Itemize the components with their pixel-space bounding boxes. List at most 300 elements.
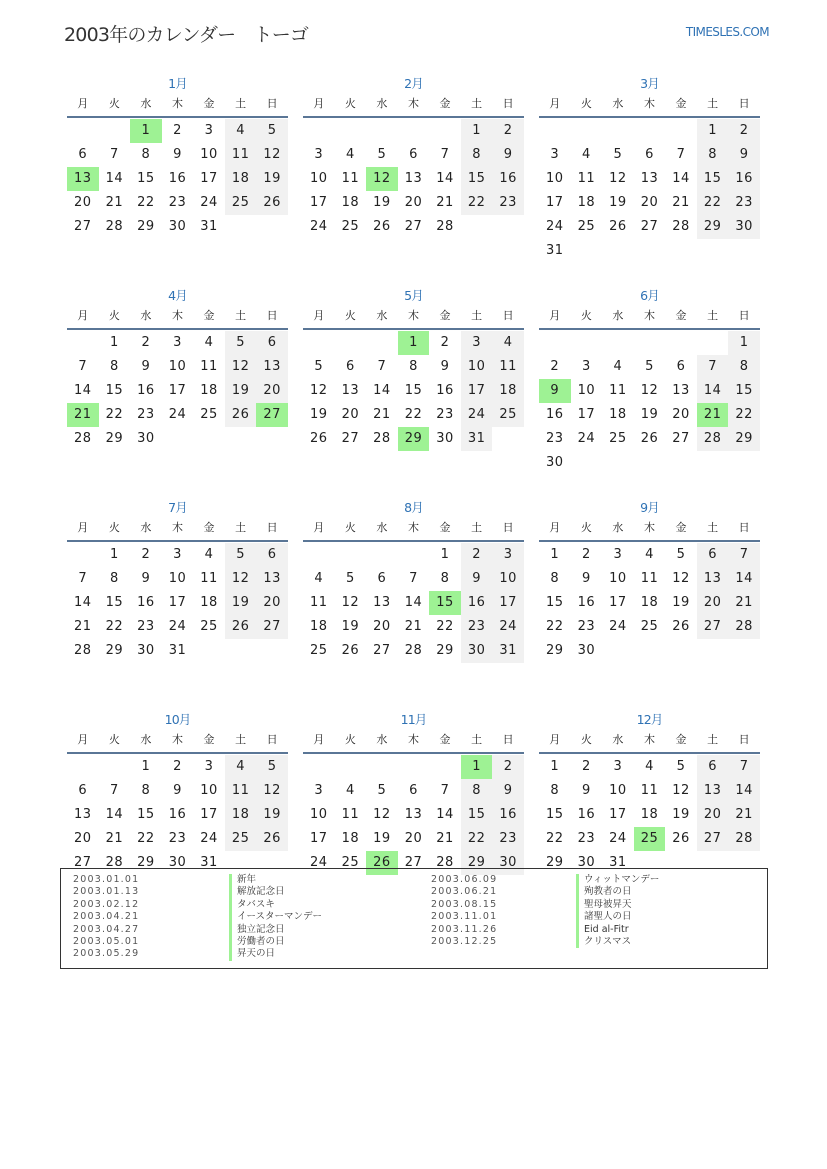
day-cell: 26 bbox=[640, 431, 659, 446]
day-cell: 19 bbox=[672, 807, 690, 822]
day-cell: 13 bbox=[697, 567, 729, 591]
day-cell: 17 bbox=[200, 807, 218, 822]
day-cell: 5 bbox=[225, 331, 257, 355]
holiday-list bbox=[60, 868, 768, 969]
day-cell: 28 bbox=[74, 643, 92, 658]
weekday-label: 水 bbox=[612, 309, 624, 322]
day-cell: 12 bbox=[672, 783, 690, 798]
day-cell: 24 bbox=[310, 855, 328, 870]
day-cell: 11 bbox=[609, 383, 627, 398]
day-cell: 8 bbox=[109, 359, 119, 374]
day-cell: 28 bbox=[105, 855, 124, 870]
day-cell: 4 bbox=[645, 759, 654, 774]
holiday-name: イースターマンデー bbox=[229, 911, 322, 923]
day-cell: 19 bbox=[373, 195, 391, 210]
month-calendar bbox=[539, 74, 760, 286]
day-cell: 25 bbox=[200, 407, 218, 422]
day-cell: 2 bbox=[141, 547, 151, 562]
weekday-label: 金 bbox=[203, 309, 215, 322]
day-cell: 29 bbox=[137, 855, 155, 870]
day-cell: 6 bbox=[697, 543, 729, 567]
day-cell: 28 bbox=[672, 219, 690, 234]
weekday-label: 日 bbox=[266, 97, 278, 110]
weekday-label: 金 bbox=[203, 521, 215, 534]
day-cell: 13 bbox=[256, 355, 288, 379]
day-cell: 19 bbox=[341, 619, 360, 634]
empty-cell bbox=[67, 543, 99, 567]
day-cell: 23 bbox=[728, 191, 760, 215]
day-cell: 5 bbox=[613, 147, 623, 162]
day-cell: 23 bbox=[436, 407, 454, 422]
day-cell: 7 bbox=[109, 147, 119, 162]
weekday-label: 月 bbox=[77, 309, 89, 322]
day-cell: 13 bbox=[373, 595, 391, 610]
day-cell: 20 bbox=[74, 195, 92, 210]
empty-cell bbox=[99, 119, 131, 143]
holiday-date: 2003.04.27 bbox=[73, 923, 140, 935]
day-cell: 23 bbox=[168, 195, 187, 210]
day-cell: 16 bbox=[436, 383, 454, 398]
day-cell: 5 bbox=[645, 359, 654, 374]
day-cell: 15 bbox=[105, 595, 124, 610]
day-cell: 15 bbox=[546, 595, 564, 610]
day-cell: 8 bbox=[461, 779, 493, 803]
day-cell: 12 bbox=[225, 355, 257, 379]
weekday-label: 火 bbox=[108, 309, 120, 322]
day-cell: 24 bbox=[461, 403, 493, 427]
day-cell: 26 bbox=[310, 431, 328, 446]
day-cell: 29 bbox=[137, 219, 155, 234]
days-grid bbox=[303, 755, 524, 875]
day-cell: 29 bbox=[697, 215, 729, 239]
day-cell: 26 bbox=[672, 619, 690, 634]
weekday-label: 月 bbox=[549, 733, 561, 746]
day-cell: 15 bbox=[105, 383, 124, 398]
day-cell: 7 bbox=[409, 571, 418, 586]
day-cell: 7 bbox=[697, 355, 729, 379]
day-cell: 13 bbox=[404, 171, 423, 186]
day-cell: 27 bbox=[74, 219, 92, 234]
weekday-label: 日 bbox=[738, 733, 750, 746]
day-cell: 21 bbox=[373, 407, 391, 422]
weekday-label: 土 bbox=[707, 733, 719, 746]
day-cell: 22 bbox=[105, 407, 124, 422]
holiday-name: 聖母被昇天 bbox=[576, 899, 659, 911]
day-cell: 10 bbox=[200, 783, 218, 798]
page-title: 2003年のカレンダー トーゴ bbox=[64, 24, 309, 46]
day-cell: 13 bbox=[341, 383, 360, 398]
weekday-label: 月 bbox=[549, 521, 561, 534]
day-cell: 14 bbox=[728, 779, 760, 803]
calendar-grid bbox=[67, 74, 760, 922]
day-cell: 21 bbox=[105, 195, 124, 210]
holiday-day-cell: 27 bbox=[256, 403, 288, 427]
day-cell: 15 bbox=[461, 803, 493, 827]
holiday-date: 2003.06.09 bbox=[431, 874, 498, 885]
day-cell: 29 bbox=[546, 855, 564, 870]
holiday-name: クリスマス bbox=[576, 936, 659, 948]
day-cell: 5 bbox=[256, 755, 288, 779]
day-cell: 24 bbox=[200, 831, 218, 846]
day-cell: 12 bbox=[640, 383, 659, 398]
day-cell: 30 bbox=[577, 855, 596, 870]
day-cell: 25 bbox=[341, 219, 360, 234]
holiday-day-cell: 25 bbox=[634, 827, 666, 851]
day-cell: 5 bbox=[377, 783, 387, 798]
month-calendar bbox=[67, 74, 288, 286]
day-cell: 11 bbox=[577, 171, 596, 186]
day-cell: 2 bbox=[173, 759, 182, 774]
day-cell: 17 bbox=[310, 195, 328, 210]
day-cell: 2 bbox=[461, 543, 493, 567]
holiday-dates-left bbox=[73, 874, 139, 961]
day-cell: 23 bbox=[577, 619, 596, 634]
day-cell: 10 bbox=[168, 359, 187, 374]
holiday-day-cell: 1 bbox=[398, 331, 430, 355]
day-cell: 13 bbox=[404, 807, 423, 822]
day-cell: 20 bbox=[256, 379, 288, 403]
day-cell: 16 bbox=[492, 167, 524, 191]
empty-cell bbox=[303, 755, 335, 779]
day-cell: 23 bbox=[461, 615, 493, 639]
empty-cell bbox=[398, 543, 430, 567]
day-cell: 20 bbox=[256, 591, 288, 615]
day-cell: 21 bbox=[436, 195, 454, 210]
weekday-label: 月 bbox=[77, 97, 89, 110]
day-cell: 25 bbox=[640, 619, 659, 634]
day-cell: 23 bbox=[577, 831, 596, 846]
day-cell: 25 bbox=[225, 191, 257, 215]
weekday-label: 月 bbox=[313, 309, 325, 322]
day-cell: 10 bbox=[200, 147, 218, 162]
day-cell: 6 bbox=[409, 783, 418, 798]
weekday-label: 月 bbox=[549, 97, 561, 110]
day-cell: 6 bbox=[676, 359, 686, 374]
day-cell: 8 bbox=[141, 783, 151, 798]
empty-cell bbox=[539, 119, 571, 143]
empty-cell bbox=[303, 119, 335, 143]
day-cell: 14 bbox=[697, 379, 729, 403]
day-cell: 3 bbox=[550, 147, 560, 162]
day-cell: 12 bbox=[310, 383, 328, 398]
holiday-name: 新年 bbox=[229, 874, 322, 886]
day-cell: 1 bbox=[461, 119, 493, 143]
weekday-label: 火 bbox=[580, 733, 592, 746]
day-cell: 13 bbox=[640, 171, 659, 186]
weekday-label: 金 bbox=[439, 309, 451, 322]
day-cell: 23 bbox=[168, 831, 187, 846]
day-cell: 3 bbox=[461, 331, 493, 355]
day-cell: 11 bbox=[225, 143, 257, 167]
empty-cell bbox=[665, 119, 697, 143]
empty-cell bbox=[429, 119, 461, 143]
day-cell: 3 bbox=[314, 147, 324, 162]
day-cell: 30 bbox=[728, 215, 760, 239]
day-cell: 15 bbox=[546, 807, 564, 822]
site-logo[interactable]: TIMESLES.COM bbox=[685, 25, 769, 39]
holiday-day-cell: 15 bbox=[429, 591, 461, 615]
holiday-date: 2003.01.01 bbox=[73, 874, 140, 885]
day-cell: 9 bbox=[173, 783, 182, 798]
weekday-label: 土 bbox=[235, 733, 247, 746]
day-cell: 11 bbox=[200, 571, 218, 586]
day-cell: 6 bbox=[78, 783, 88, 798]
day-cell: 1 bbox=[109, 547, 119, 562]
day-cell: 18 bbox=[609, 407, 627, 422]
weekday-label: 火 bbox=[108, 733, 120, 746]
day-cell: 17 bbox=[609, 807, 627, 822]
weekday-label: 月 bbox=[77, 733, 89, 746]
empty-cell bbox=[634, 119, 666, 143]
day-cell: 21 bbox=[74, 619, 92, 634]
weekday-label: 木 bbox=[407, 97, 419, 110]
day-cell: 3 bbox=[314, 783, 324, 798]
holiday-name: ウィットマンデー bbox=[576, 874, 659, 886]
day-cell: 27 bbox=[672, 431, 690, 446]
weekday-label: 水 bbox=[376, 733, 388, 746]
day-cell: 4 bbox=[225, 755, 257, 779]
day-cell: 4 bbox=[492, 331, 524, 355]
weekday-label: 水 bbox=[612, 521, 624, 534]
weekday-label: 水 bbox=[612, 97, 624, 110]
empty-cell bbox=[602, 119, 634, 143]
day-cell: 26 bbox=[609, 219, 627, 234]
day-cell: 30 bbox=[546, 455, 564, 470]
days-grid bbox=[67, 755, 288, 875]
day-cell: 23 bbox=[137, 407, 155, 422]
day-cell: 20 bbox=[672, 407, 690, 422]
day-cell: 18 bbox=[341, 831, 360, 846]
weekday-label: 月 bbox=[549, 309, 561, 322]
empty-cell bbox=[99, 755, 131, 779]
holiday-date: 2003.12.25 bbox=[431, 935, 498, 947]
day-cell: 26 bbox=[373, 219, 391, 234]
empty-cell bbox=[571, 331, 603, 355]
day-cell: 20 bbox=[640, 195, 659, 210]
day-cell: 20 bbox=[697, 591, 729, 615]
empty-cell bbox=[366, 119, 398, 143]
day-cell: 11 bbox=[640, 571, 659, 586]
weekday-label: 火 bbox=[580, 521, 592, 534]
day-cell: 14 bbox=[74, 595, 92, 610]
weekday-label: 金 bbox=[675, 309, 687, 322]
day-cell: 3 bbox=[492, 543, 524, 567]
day-cell: 18 bbox=[492, 379, 524, 403]
holiday-day-cell: 9 bbox=[539, 379, 571, 403]
day-cell: 27 bbox=[697, 827, 729, 851]
weekday-label: 土 bbox=[707, 309, 719, 322]
day-cell: 31 bbox=[200, 219, 218, 234]
day-cell: 4 bbox=[204, 335, 214, 350]
day-cell: 28 bbox=[373, 431, 391, 446]
day-cell: 19 bbox=[310, 407, 328, 422]
day-cell: 20 bbox=[404, 195, 423, 210]
weekday-header bbox=[539, 94, 760, 118]
day-cell: 10 bbox=[546, 171, 564, 186]
holiday-date: 2003.08.15 bbox=[431, 898, 498, 910]
day-cell: 8 bbox=[409, 359, 418, 374]
month-title: 7月 bbox=[168, 500, 187, 515]
day-cell: 22 bbox=[436, 619, 454, 634]
holiday-dates-right bbox=[431, 874, 497, 948]
weekday-label: 土 bbox=[235, 97, 247, 110]
day-cell: 2 bbox=[440, 335, 450, 350]
day-cell: 9 bbox=[461, 567, 493, 591]
weekday-label: 木 bbox=[171, 733, 183, 746]
days-grid bbox=[539, 331, 760, 475]
empty-cell bbox=[398, 119, 430, 143]
day-cell: 14 bbox=[728, 567, 760, 591]
day-cell: 9 bbox=[581, 783, 591, 798]
weekday-label: 日 bbox=[502, 733, 514, 746]
day-cell: 21 bbox=[672, 195, 690, 210]
holiday-name: Eid al-Fitr bbox=[576, 924, 659, 936]
holiday-day-cell: 1 bbox=[461, 755, 493, 779]
day-cell: 12 bbox=[341, 595, 360, 610]
day-cell: 31 bbox=[609, 855, 627, 870]
day-cell: 28 bbox=[404, 643, 423, 658]
day-cell: 29 bbox=[461, 851, 493, 875]
month-title: 9月 bbox=[640, 500, 659, 515]
holiday-day-cell: 26 bbox=[366, 851, 398, 875]
day-cell: 25 bbox=[609, 431, 627, 446]
day-cell: 7 bbox=[676, 147, 686, 162]
day-cell: 17 bbox=[200, 171, 218, 186]
holiday-date: 2003.01.13 bbox=[73, 886, 140, 898]
day-cell: 14 bbox=[672, 171, 690, 186]
empty-cell bbox=[429, 755, 461, 779]
day-cell: 14 bbox=[105, 807, 124, 822]
day-cell: 4 bbox=[581, 147, 591, 162]
day-cell: 6 bbox=[409, 147, 418, 162]
day-cell: 18 bbox=[225, 803, 257, 827]
weekday-label: 日 bbox=[502, 521, 514, 534]
day-cell: 4 bbox=[345, 147, 355, 162]
day-cell: 21 bbox=[105, 831, 124, 846]
day-cell: 1 bbox=[109, 335, 119, 350]
day-cell: 7 bbox=[440, 147, 450, 162]
day-cell: 19 bbox=[256, 167, 288, 191]
weekday-label: 土 bbox=[235, 521, 247, 534]
day-cell: 4 bbox=[613, 359, 623, 374]
weekday-label: 金 bbox=[439, 97, 451, 110]
day-cell: 9 bbox=[492, 143, 524, 167]
day-cell: 13 bbox=[672, 383, 690, 398]
day-cell: 31 bbox=[461, 427, 493, 451]
day-cell: 4 bbox=[204, 547, 214, 562]
day-cell: 8 bbox=[728, 355, 760, 379]
day-cell: 11 bbox=[341, 807, 360, 822]
day-cell: 15 bbox=[137, 807, 155, 822]
day-cell: 12 bbox=[256, 779, 288, 803]
day-cell: 30 bbox=[137, 643, 155, 658]
weekday-label: 木 bbox=[643, 97, 655, 110]
weekday-label: 土 bbox=[471, 309, 483, 322]
day-cell: 19 bbox=[256, 803, 288, 827]
day-cell: 29 bbox=[105, 643, 124, 658]
day-cell: 27 bbox=[341, 431, 360, 446]
day-cell: 14 bbox=[373, 383, 391, 398]
day-cell: 24 bbox=[168, 407, 187, 422]
day-cell: 6 bbox=[345, 359, 355, 374]
month-calendar bbox=[303, 498, 524, 710]
weekday-label: 木 bbox=[407, 733, 419, 746]
day-cell: 12 bbox=[225, 567, 257, 591]
weekday-header bbox=[303, 730, 524, 754]
day-cell: 6 bbox=[697, 755, 729, 779]
empty-cell bbox=[67, 119, 99, 143]
day-cell: 3 bbox=[613, 547, 623, 562]
day-cell: 12 bbox=[672, 571, 690, 586]
day-cell: 11 bbox=[640, 783, 659, 798]
holiday-name: タバスキ bbox=[229, 899, 322, 911]
day-cell: 19 bbox=[609, 195, 627, 210]
day-cell: 11 bbox=[310, 595, 328, 610]
empty-cell bbox=[366, 755, 398, 779]
day-cell: 22 bbox=[461, 191, 493, 215]
weekday-label: 土 bbox=[471, 521, 483, 534]
day-cell: 28 bbox=[697, 427, 729, 451]
holiday-date: 2003.05.01 bbox=[73, 935, 140, 947]
weekday-label: 月 bbox=[313, 521, 325, 534]
weekday-label: 土 bbox=[471, 733, 483, 746]
day-cell: 7 bbox=[728, 755, 760, 779]
day-cell: 5 bbox=[345, 571, 355, 586]
holiday-names-right bbox=[576, 874, 659, 948]
days-grid bbox=[539, 755, 760, 875]
holiday-name: 労働者の日 bbox=[229, 936, 322, 948]
day-cell: 6 bbox=[377, 571, 387, 586]
day-cell: 22 bbox=[137, 831, 155, 846]
empty-cell bbox=[665, 331, 697, 355]
weekday-label: 日 bbox=[266, 309, 278, 322]
day-cell: 18 bbox=[200, 383, 218, 398]
weekday-header bbox=[303, 306, 524, 330]
day-cell: 17 bbox=[168, 595, 187, 610]
day-cell: 29 bbox=[436, 643, 454, 658]
day-cell: 2 bbox=[581, 547, 591, 562]
empty-cell bbox=[335, 331, 367, 355]
holiday-day-cell: 21 bbox=[67, 403, 99, 427]
day-cell: 4 bbox=[314, 571, 324, 586]
day-cell: 29 bbox=[728, 427, 760, 451]
day-cell: 7 bbox=[78, 359, 88, 374]
holiday-date: 2003.11.01 bbox=[431, 911, 498, 923]
empty-cell bbox=[335, 543, 367, 567]
empty-cell bbox=[571, 119, 603, 143]
day-cell: 29 bbox=[546, 643, 564, 658]
weekday-label: 火 bbox=[344, 521, 356, 534]
weekday-header bbox=[303, 94, 524, 118]
day-cell: 16 bbox=[168, 171, 187, 186]
empty-cell bbox=[67, 755, 99, 779]
empty-cell bbox=[303, 331, 335, 355]
day-cell: 27 bbox=[373, 643, 391, 658]
day-cell: 17 bbox=[168, 383, 187, 398]
day-cell: 5 bbox=[676, 759, 686, 774]
weekday-label: 月 bbox=[313, 733, 325, 746]
day-cell: 2 bbox=[173, 123, 182, 138]
day-cell: 20 bbox=[373, 619, 391, 634]
day-cell: 7 bbox=[109, 783, 119, 798]
day-cell: 3 bbox=[204, 759, 214, 774]
day-cell: 4 bbox=[225, 119, 257, 143]
day-cell: 5 bbox=[676, 547, 686, 562]
day-cell: 24 bbox=[609, 831, 627, 846]
weekday-label: 火 bbox=[108, 97, 120, 110]
day-cell: 3 bbox=[204, 123, 214, 138]
weekday-label: 木 bbox=[171, 309, 183, 322]
